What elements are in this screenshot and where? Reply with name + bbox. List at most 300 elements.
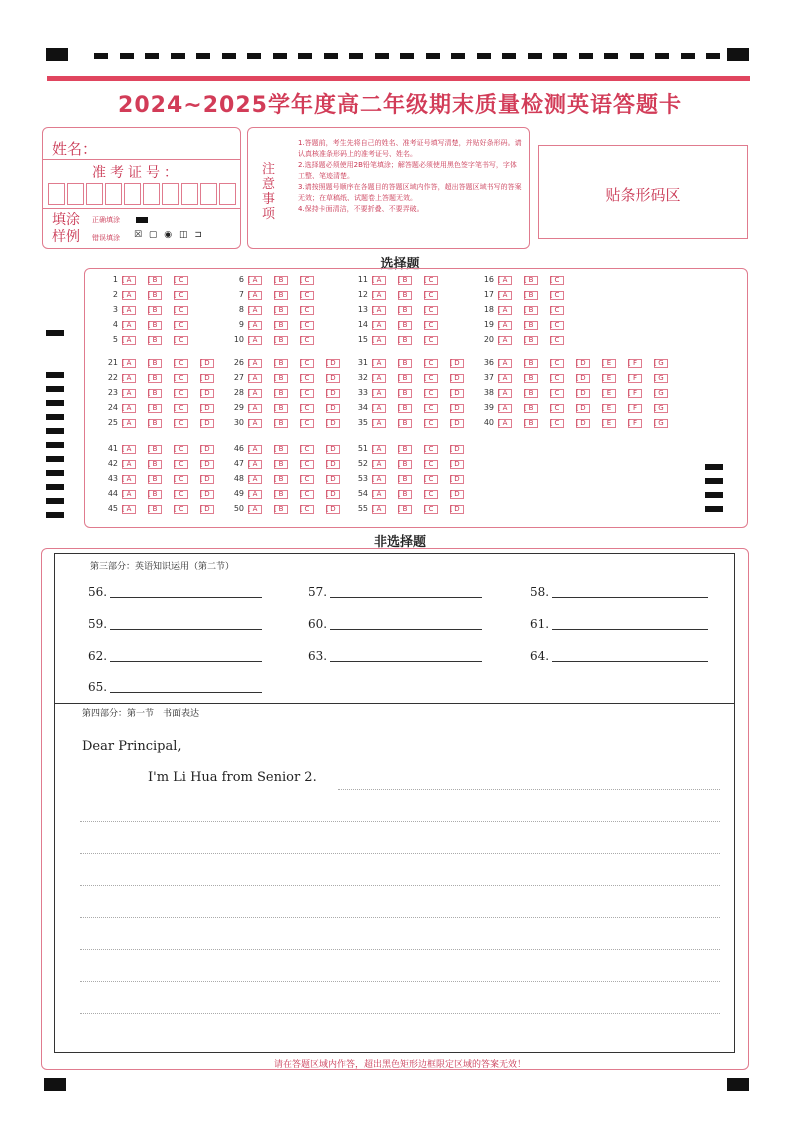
answer-bubble-E[interactable]: [ E — [602, 374, 616, 383]
answer-bubble-A[interactable]: [ A — [372, 321, 386, 330]
answer-bubble-C[interactable]: [ C — [424, 490, 438, 499]
answer-bubble-E[interactable]: [ E — [602, 359, 616, 368]
answer-bubble-D[interactable]: [ D — [450, 445, 464, 454]
answer-bubble-B[interactable]: [ B — [274, 374, 288, 383]
answer-bubble-B[interactable]: [ B — [274, 505, 288, 514]
answer-bubble-C[interactable]: [ C — [300, 336, 314, 345]
answer-bubble-D[interactable]: [ D — [450, 389, 464, 398]
answer-bubble-A[interactable]: [ A — [372, 374, 386, 383]
timing-dash — [120, 53, 134, 59]
answer-bubble-B[interactable]: [ B — [274, 291, 288, 300]
answer-bubble-C[interactable]: [ C — [550, 374, 564, 383]
answer-bubble-B[interactable]: [ B — [524, 419, 538, 428]
answer-bubble-B[interactable]: [ B — [398, 306, 412, 315]
timing-dash — [247, 53, 261, 59]
answer-bubble-A[interactable]: [ A — [248, 389, 262, 398]
side-timing-mark — [46, 372, 64, 378]
answer-bubble-B[interactable]: [ B — [398, 389, 412, 398]
answer-bubble-B[interactable]: [ B — [398, 276, 412, 285]
answer-bubble-C[interactable]: [ C — [300, 291, 314, 300]
answer-bubble-B[interactable]: [ B — [398, 336, 412, 345]
question-number: 31 — [357, 358, 368, 367]
side-timing-mark — [705, 464, 723, 470]
answer-bubble-C[interactable]: [ C — [300, 389, 314, 398]
answer-bubble-A[interactable]: [ A — [248, 419, 262, 428]
answer-bubble-C[interactable]: [ C — [424, 419, 438, 428]
answer-bubble-A[interactable]: [ A — [248, 336, 262, 345]
question-number: 16 — [483, 275, 494, 284]
timing-dash — [630, 53, 644, 59]
answer-bubble-C[interactable]: [ C — [424, 359, 438, 368]
answer-bubble-A[interactable]: [ A — [372, 490, 386, 499]
answer-bubble-A[interactable]: [ A — [248, 306, 262, 315]
answer-bubble-A[interactable]: [ A — [498, 291, 512, 300]
answer-bubble-A[interactable]: [ A — [372, 445, 386, 454]
answer-bubble-B[interactable]: [ B — [398, 404, 412, 413]
writing-line[interactable] — [80, 821, 720, 822]
question-number: 17 — [483, 290, 494, 299]
answer-bubble-F[interactable]: [ F — [628, 389, 642, 398]
answer-bubble-B[interactable]: [ B — [274, 389, 288, 398]
answer-bubble-B[interactable]: [ B — [148, 321, 162, 330]
answer-bubble-C[interactable]: [ C — [174, 460, 188, 469]
answer-bubble-D[interactable]: [ D — [200, 475, 214, 484]
exam-number-digit-box[interactable] — [48, 183, 65, 205]
answer-bubble-B[interactable]: [ B — [148, 306, 162, 315]
answer-bubble-D[interactable]: [ D — [326, 374, 340, 383]
question-number: 43 — [107, 474, 118, 483]
answer-bubble-B[interactable]: [ B — [274, 475, 288, 484]
blank-answer-line[interactable] — [110, 661, 262, 662]
answer-bubble-D[interactable]: [ D — [326, 404, 340, 413]
answer-bubble-B[interactable]: [ B — [274, 419, 288, 428]
blank-answer-line[interactable] — [330, 629, 482, 630]
answer-bubble-D[interactable]: [ D — [326, 389, 340, 398]
writing-line[interactable] — [80, 949, 720, 950]
part4-title: 第四部分：第一节 书面表达 — [82, 709, 200, 719]
question-number: 45 — [107, 504, 118, 513]
question-number: 38 — [483, 388, 494, 397]
answer-bubble-B[interactable]: [ B — [148, 291, 162, 300]
answer-bubble-A[interactable]: [ A — [122, 389, 136, 398]
blank-answer-line[interactable] — [552, 661, 708, 662]
notice-item: 4.保持卡面清洁，不要折叠、不要弄破。 — [298, 205, 424, 213]
question-number: 24 — [107, 403, 118, 412]
blank-answer-line[interactable] — [552, 629, 708, 630]
answer-bubble-C[interactable]: [ C — [174, 505, 188, 514]
answer-bubble-B[interactable]: [ B — [148, 475, 162, 484]
answer-bubble-A[interactable]: [ A — [248, 404, 262, 413]
answer-bubble-E[interactable]: [ E — [602, 404, 616, 413]
answer-bubble-B[interactable]: [ B — [148, 336, 162, 345]
answer-bubble-C[interactable]: [ C — [300, 460, 314, 469]
answer-bubble-B[interactable]: [ B — [148, 359, 162, 368]
answer-bubble-C[interactable]: [ C — [174, 490, 188, 499]
timing-dash — [579, 53, 593, 59]
exam-number-digit-box[interactable] — [124, 183, 141, 205]
answer-bubble-C[interactable]: [ C — [424, 276, 438, 285]
answer-bubble-F[interactable]: [ F — [628, 374, 642, 383]
answer-bubble-B[interactable]: [ B — [274, 445, 288, 454]
writing-line[interactable] — [80, 917, 720, 918]
answer-bubble-B[interactable]: [ B — [148, 389, 162, 398]
answer-bubble-C[interactable]: [ C — [300, 490, 314, 499]
question-number: 19 — [483, 320, 494, 329]
answer-bubble-D[interactable]: [ D — [200, 374, 214, 383]
notice-item: 2.选择题必须使用2B铅笔填涂；解答题必须使用黑色签字笔书写，字体工整、笔迹清楚。 — [298, 161, 517, 180]
answer-bubble-C[interactable]: [ C — [174, 291, 188, 300]
answer-bubble-D[interactable]: [ D — [200, 445, 214, 454]
question-number: 28 — [233, 388, 244, 397]
answer-bubble-C[interactable]: [ C — [174, 445, 188, 454]
answer-bubble-A[interactable]: [ A — [372, 404, 386, 413]
notice-list — [298, 138, 523, 215]
answer-bubble-A[interactable]: [ A — [498, 306, 512, 315]
answer-bubble-D[interactable]: [ D — [450, 404, 464, 413]
answer-bubble-A[interactable]: [ A — [372, 419, 386, 428]
answer-bubble-A[interactable]: [ A — [372, 291, 386, 300]
answer-bubble-D[interactable]: [ D — [326, 475, 340, 484]
wrong-fill-label: 错误填涂 — [92, 234, 120, 242]
answer-bubble-C[interactable]: [ C — [174, 359, 188, 368]
answer-bubble-F[interactable]: [ F — [628, 404, 642, 413]
answer-bubble-A[interactable]: [ A — [122, 460, 136, 469]
answer-bubble-C[interactable]: [ C — [174, 336, 188, 345]
answer-bubble-D[interactable]: [ D — [576, 389, 590, 398]
answer-bubble-A[interactable]: [ A — [248, 359, 262, 368]
exam-number-digit-box[interactable] — [143, 183, 160, 205]
answer-bubble-A[interactable]: [ A — [248, 460, 262, 469]
answer-bubble-A[interactable]: [ A — [498, 276, 512, 285]
question-number: 41 — [107, 444, 118, 453]
answer-bubble-D[interactable]: [ D — [576, 419, 590, 428]
exam-number-digit-box[interactable] — [219, 183, 236, 205]
timing-dash — [298, 53, 312, 59]
answer-bubble-E[interactable]: [ E — [602, 389, 616, 398]
answer-bubble-D[interactable]: [ D — [200, 490, 214, 499]
answer-bubble-B[interactable]: [ B — [398, 374, 412, 383]
answer-bubble-A[interactable]: [ A — [122, 475, 136, 484]
answer-bubble-D[interactable]: [ D — [450, 505, 464, 514]
answer-bubble-D[interactable]: [ D — [576, 374, 590, 383]
timing-dash — [706, 53, 720, 59]
answer-bubble-E[interactable]: [ E — [602, 419, 616, 428]
answer-bubble-G[interactable]: [ G — [654, 404, 668, 413]
answer-bubble-C[interactable]: [ C — [300, 505, 314, 514]
answer-bubble-D[interactable]: [ D — [326, 359, 340, 368]
answer-bubble-A[interactable]: [ A — [122, 321, 136, 330]
answer-bubble-C[interactable]: [ C — [300, 404, 314, 413]
answer-bubble-G[interactable]: [ G — [654, 389, 668, 398]
answer-bubble-G[interactable]: [ G — [654, 419, 668, 428]
answer-bubble-A[interactable]: [ A — [122, 276, 136, 285]
answer-bubble-C[interactable]: [ C — [550, 404, 564, 413]
answer-bubble-D[interactable]: [ D — [200, 505, 214, 514]
answer-bubble-D[interactable]: [ D — [576, 404, 590, 413]
answer-bubble-C[interactable]: [ C — [550, 336, 564, 345]
correct-fill-sample — [136, 217, 148, 223]
answer-bubble-C[interactable]: [ C — [300, 306, 314, 315]
answer-bubble-A[interactable]: [ A — [498, 419, 512, 428]
answer-bubble-B[interactable]: [ B — [524, 404, 538, 413]
question-number: 23 — [107, 388, 118, 397]
answer-bubble-D[interactable]: [ D — [200, 460, 214, 469]
answer-bubble-D[interactable]: [ D — [326, 419, 340, 428]
writing-line[interactable] — [80, 885, 720, 886]
answer-bubble-G[interactable]: [ G — [654, 374, 668, 383]
side-timing-mark — [705, 492, 723, 498]
answer-bubble-A[interactable]: [ A — [498, 404, 512, 413]
answer-bubble-A[interactable]: [ A — [122, 404, 136, 413]
answer-bubble-F[interactable]: [ F — [628, 359, 642, 368]
exam-number-digit-box[interactable] — [86, 183, 103, 205]
answer-bubble-B[interactable]: [ B — [148, 419, 162, 428]
answer-bubble-B[interactable]: [ B — [274, 306, 288, 315]
answer-bubble-C[interactable]: [ C — [300, 374, 314, 383]
question-number: 15 — [357, 335, 368, 344]
answer-bubble-D[interactable]: [ D — [200, 389, 214, 398]
answer-bubble-B[interactable]: [ B — [524, 306, 538, 315]
blank-number: 60. — [308, 617, 328, 631]
question-number: 39 — [483, 403, 494, 412]
answer-bubble-C[interactable]: [ C — [424, 445, 438, 454]
answer-bubble-B[interactable]: [ B — [398, 419, 412, 428]
answer-bubble-C[interactable]: [ C — [550, 321, 564, 330]
answer-bubble-C[interactable]: [ C — [424, 306, 438, 315]
answer-bubble-D[interactable]: [ D — [450, 475, 464, 484]
blank-answer-line[interactable] — [110, 597, 262, 598]
answer-bubble-B[interactable]: [ B — [398, 445, 412, 454]
answer-bubble-B[interactable]: [ B — [524, 291, 538, 300]
answer-bubble-A[interactable]: [ A — [248, 374, 262, 383]
answer-bubble-D[interactable]: [ D — [200, 419, 214, 428]
answer-bubble-B[interactable]: [ B — [274, 490, 288, 499]
answer-bubble-C[interactable]: [ C — [424, 321, 438, 330]
timing-dash — [400, 53, 414, 59]
answer-bubble-A[interactable]: [ A — [372, 389, 386, 398]
exam-number-digit-box[interactable] — [162, 183, 179, 205]
side-timing-mark — [46, 512, 64, 518]
answer-bubble-B[interactable]: [ B — [148, 276, 162, 285]
answer-bubble-A[interactable]: [ A — [122, 374, 136, 383]
timing-dash — [94, 53, 108, 59]
question-number: 11 — [357, 275, 368, 284]
exam-number-digit-box[interactable] — [67, 183, 84, 205]
answer-bubble-A[interactable]: [ A — [122, 336, 136, 345]
answer-bubble-A[interactable]: [ A — [122, 359, 136, 368]
side-timing-mark — [46, 386, 64, 392]
answer-bubble-C[interactable]: [ C — [550, 306, 564, 315]
answer-bubble-B[interactable]: [ B — [148, 460, 162, 469]
answer-bubble-A[interactable]: [ A — [372, 505, 386, 514]
answer-bubble-D[interactable]: [ D — [450, 359, 464, 368]
answer-bubble-C[interactable]: [ C — [424, 475, 438, 484]
answer-bubble-C[interactable]: [ C — [550, 291, 564, 300]
answer-bubble-C[interactable]: [ C — [300, 321, 314, 330]
blank-number: 64. — [530, 649, 550, 663]
answer-bubble-A[interactable]: [ A — [248, 291, 262, 300]
answer-bubble-B[interactable]: [ B — [398, 460, 412, 469]
answer-bubble-B[interactable]: [ B — [398, 490, 412, 499]
answer-bubble-A[interactable]: [ A — [248, 490, 262, 499]
question-number: 5 — [112, 335, 118, 344]
answer-bubble-B[interactable]: [ B — [148, 404, 162, 413]
answer-bubble-B[interactable]: [ B — [398, 291, 412, 300]
exam-number-digit-box[interactable] — [181, 183, 198, 205]
wrong-fill-samples: ☒ ▢ ◉ ◫ ⊐ — [134, 230, 204, 240]
answer-bubble-C[interactable]: [ C — [300, 475, 314, 484]
answer-bubble-D[interactable]: [ D — [326, 505, 340, 514]
answer-bubble-C[interactable]: [ C — [300, 419, 314, 428]
question-number: 46 — [233, 444, 244, 453]
question-number: 27 — [233, 373, 244, 382]
question-number: 22 — [107, 373, 118, 382]
answer-bubble-B[interactable]: [ B — [274, 359, 288, 368]
question-number: 29 — [233, 403, 244, 412]
answer-bubble-A[interactable]: [ A — [122, 291, 136, 300]
side-timing-mark — [46, 456, 64, 462]
answer-bubble-C[interactable]: [ C — [550, 419, 564, 428]
answer-bubble-C[interactable]: [ C — [424, 389, 438, 398]
timing-dash — [426, 53, 440, 59]
writing-line[interactable] — [80, 853, 720, 854]
answer-bubble-B[interactable]: [ B — [524, 336, 538, 345]
answer-bubble-C[interactable]: [ C — [174, 276, 188, 285]
answer-bubble-A[interactable]: [ A — [122, 445, 136, 454]
answer-bubble-D[interactable]: [ D — [450, 374, 464, 383]
answer-bubble-B[interactable]: [ B — [274, 276, 288, 285]
answer-bubble-B[interactable]: [ B — [148, 374, 162, 383]
answer-bubble-B[interactable]: [ B — [524, 359, 538, 368]
answer-bubble-D[interactable]: [ D — [576, 359, 590, 368]
answer-bubble-C[interactable]: [ C — [550, 276, 564, 285]
corner-mark-bottom-right — [727, 1078, 749, 1091]
answer-bubble-D[interactable]: [ D — [326, 460, 340, 469]
exam-number-digit-box[interactable] — [105, 183, 122, 205]
answer-bubble-D[interactable]: [ D — [450, 490, 464, 499]
answer-bubble-D[interactable]: [ D — [200, 359, 214, 368]
answer-bubble-B[interactable]: [ B — [148, 445, 162, 454]
answer-bubble-A[interactable]: [ A — [372, 306, 386, 315]
answer-bubble-A[interactable]: [ A — [248, 321, 262, 330]
question-number: 14 — [357, 320, 368, 329]
answer-bubble-A[interactable]: [ A — [122, 490, 136, 499]
answer-bubble-A[interactable]: [ A — [372, 276, 386, 285]
timing-dash — [502, 53, 516, 59]
answer-bubble-B[interactable]: [ B — [148, 505, 162, 514]
answer-bubble-C[interactable]: [ C — [174, 475, 188, 484]
answer-bubble-C[interactable]: [ C — [174, 389, 188, 398]
answer-bubble-B[interactable]: [ B — [398, 321, 412, 330]
answer-bubble-A[interactable]: [ A — [372, 359, 386, 368]
blank-answer-line[interactable] — [330, 661, 482, 662]
blank-answer-line[interactable] — [330, 597, 482, 598]
answer-bubble-B[interactable]: [ B — [524, 389, 538, 398]
question-number: 4 — [112, 320, 118, 329]
writing-line[interactable] — [80, 981, 720, 982]
answer-bubble-B[interactable]: [ B — [274, 336, 288, 345]
answer-bubble-A[interactable]: [ A — [372, 475, 386, 484]
answer-bubble-C[interactable]: [ C — [550, 359, 564, 368]
answer-bubble-D[interactable]: [ D — [326, 445, 340, 454]
answer-bubble-D[interactable]: [ D — [450, 419, 464, 428]
answer-bubble-B[interactable]: [ B — [524, 276, 538, 285]
answer-bubble-D[interactable]: [ D — [326, 490, 340, 499]
question-number: 37 — [483, 373, 494, 382]
answer-bubble-A[interactable]: [ A — [248, 445, 262, 454]
answer-bubble-A[interactable]: [ A — [498, 359, 512, 368]
barcode-label: 贴条形码区 — [605, 186, 681, 204]
answer-bubble-D[interactable]: [ D — [200, 404, 214, 413]
answer-bubble-C[interactable]: [ C — [424, 374, 438, 383]
answer-bubble-C[interactable]: [ C — [424, 505, 438, 514]
answer-bubble-C[interactable]: [ C — [300, 276, 314, 285]
answer-bubble-A[interactable]: [ A — [498, 336, 512, 345]
exam-number-digit-box[interactable] — [200, 183, 217, 205]
answer-bubble-B[interactable]: [ B — [148, 490, 162, 499]
answer-bubble-A[interactable]: [ A — [372, 336, 386, 345]
answer-bubble-C[interactable]: [ C — [424, 404, 438, 413]
answer-bubble-C[interactable]: [ C — [174, 404, 188, 413]
corner-mark-bottom-left — [44, 1078, 66, 1091]
answer-bubble-C[interactable]: [ C — [424, 336, 438, 345]
side-timing-mark — [46, 330, 64, 336]
answer-bubble-D[interactable]: [ D — [450, 460, 464, 469]
answer-bubble-C[interactable]: [ C — [174, 321, 188, 330]
side-timing-mark — [46, 484, 64, 490]
answer-bubble-C[interactable]: [ C — [174, 374, 188, 383]
answer-bubble-A[interactable]: [ A — [122, 306, 136, 315]
blank-answer-line[interactable] — [110, 629, 262, 630]
answer-bubble-A[interactable]: [ A — [122, 505, 136, 514]
answer-bubble-B[interactable]: [ B — [398, 359, 412, 368]
answer-bubble-C[interactable]: [ C — [174, 419, 188, 428]
answer-bubble-C[interactable]: [ C — [550, 389, 564, 398]
blank-answer-line[interactable] — [552, 597, 708, 598]
answer-bubble-C[interactable]: [ C — [424, 460, 438, 469]
answer-bubble-C[interactable]: [ C — [174, 306, 188, 315]
answer-bubble-A[interactable]: [ A — [122, 419, 136, 428]
timing-dash — [145, 53, 159, 59]
question-number: 47 — [233, 459, 244, 468]
answer-bubble-B[interactable]: [ B — [274, 404, 288, 413]
answer-bubble-B[interactable]: [ B — [398, 505, 412, 514]
answer-bubble-C[interactable]: [ C — [300, 359, 314, 368]
answer-bubble-B[interactable]: [ B — [274, 460, 288, 469]
answer-bubble-F[interactable]: [ F — [628, 419, 642, 428]
answer-bubble-A[interactable]: [ A — [248, 276, 262, 285]
answer-bubble-A[interactable]: [ A — [372, 460, 386, 469]
question-number: 54 — [357, 489, 368, 498]
writing-line[interactable] — [80, 1013, 720, 1014]
letter-first-line[interactable] — [338, 789, 720, 790]
answer-bubble-C[interactable]: [ C — [424, 291, 438, 300]
answer-bubble-A[interactable]: [ A — [248, 505, 262, 514]
answer-bubble-A[interactable]: [ A — [498, 389, 512, 398]
notice-item: 3.请按照题号顺序在各题目的答题区域内作答，超出答题区域书写的答案无效；在草稿纸、试题卷上答题无效。 — [298, 183, 522, 202]
answer-bubble-B[interactable]: [ B — [524, 374, 538, 383]
answer-bubble-G[interactable]: [ G — [654, 359, 668, 368]
answer-bubble-B[interactable]: [ B — [274, 321, 288, 330]
answer-bubble-A[interactable]: [ A — [498, 321, 512, 330]
answer-bubble-B[interactable]: [ B — [398, 475, 412, 484]
blank-answer-line[interactable] — [110, 692, 262, 693]
answer-bubble-C[interactable]: [ C — [300, 445, 314, 454]
answer-bubble-A[interactable]: [ A — [248, 475, 262, 484]
side-timing-mark — [46, 400, 64, 406]
answer-bubble-B[interactable]: [ B — [524, 321, 538, 330]
answer-bubble-A[interactable]: [ A — [498, 374, 512, 383]
